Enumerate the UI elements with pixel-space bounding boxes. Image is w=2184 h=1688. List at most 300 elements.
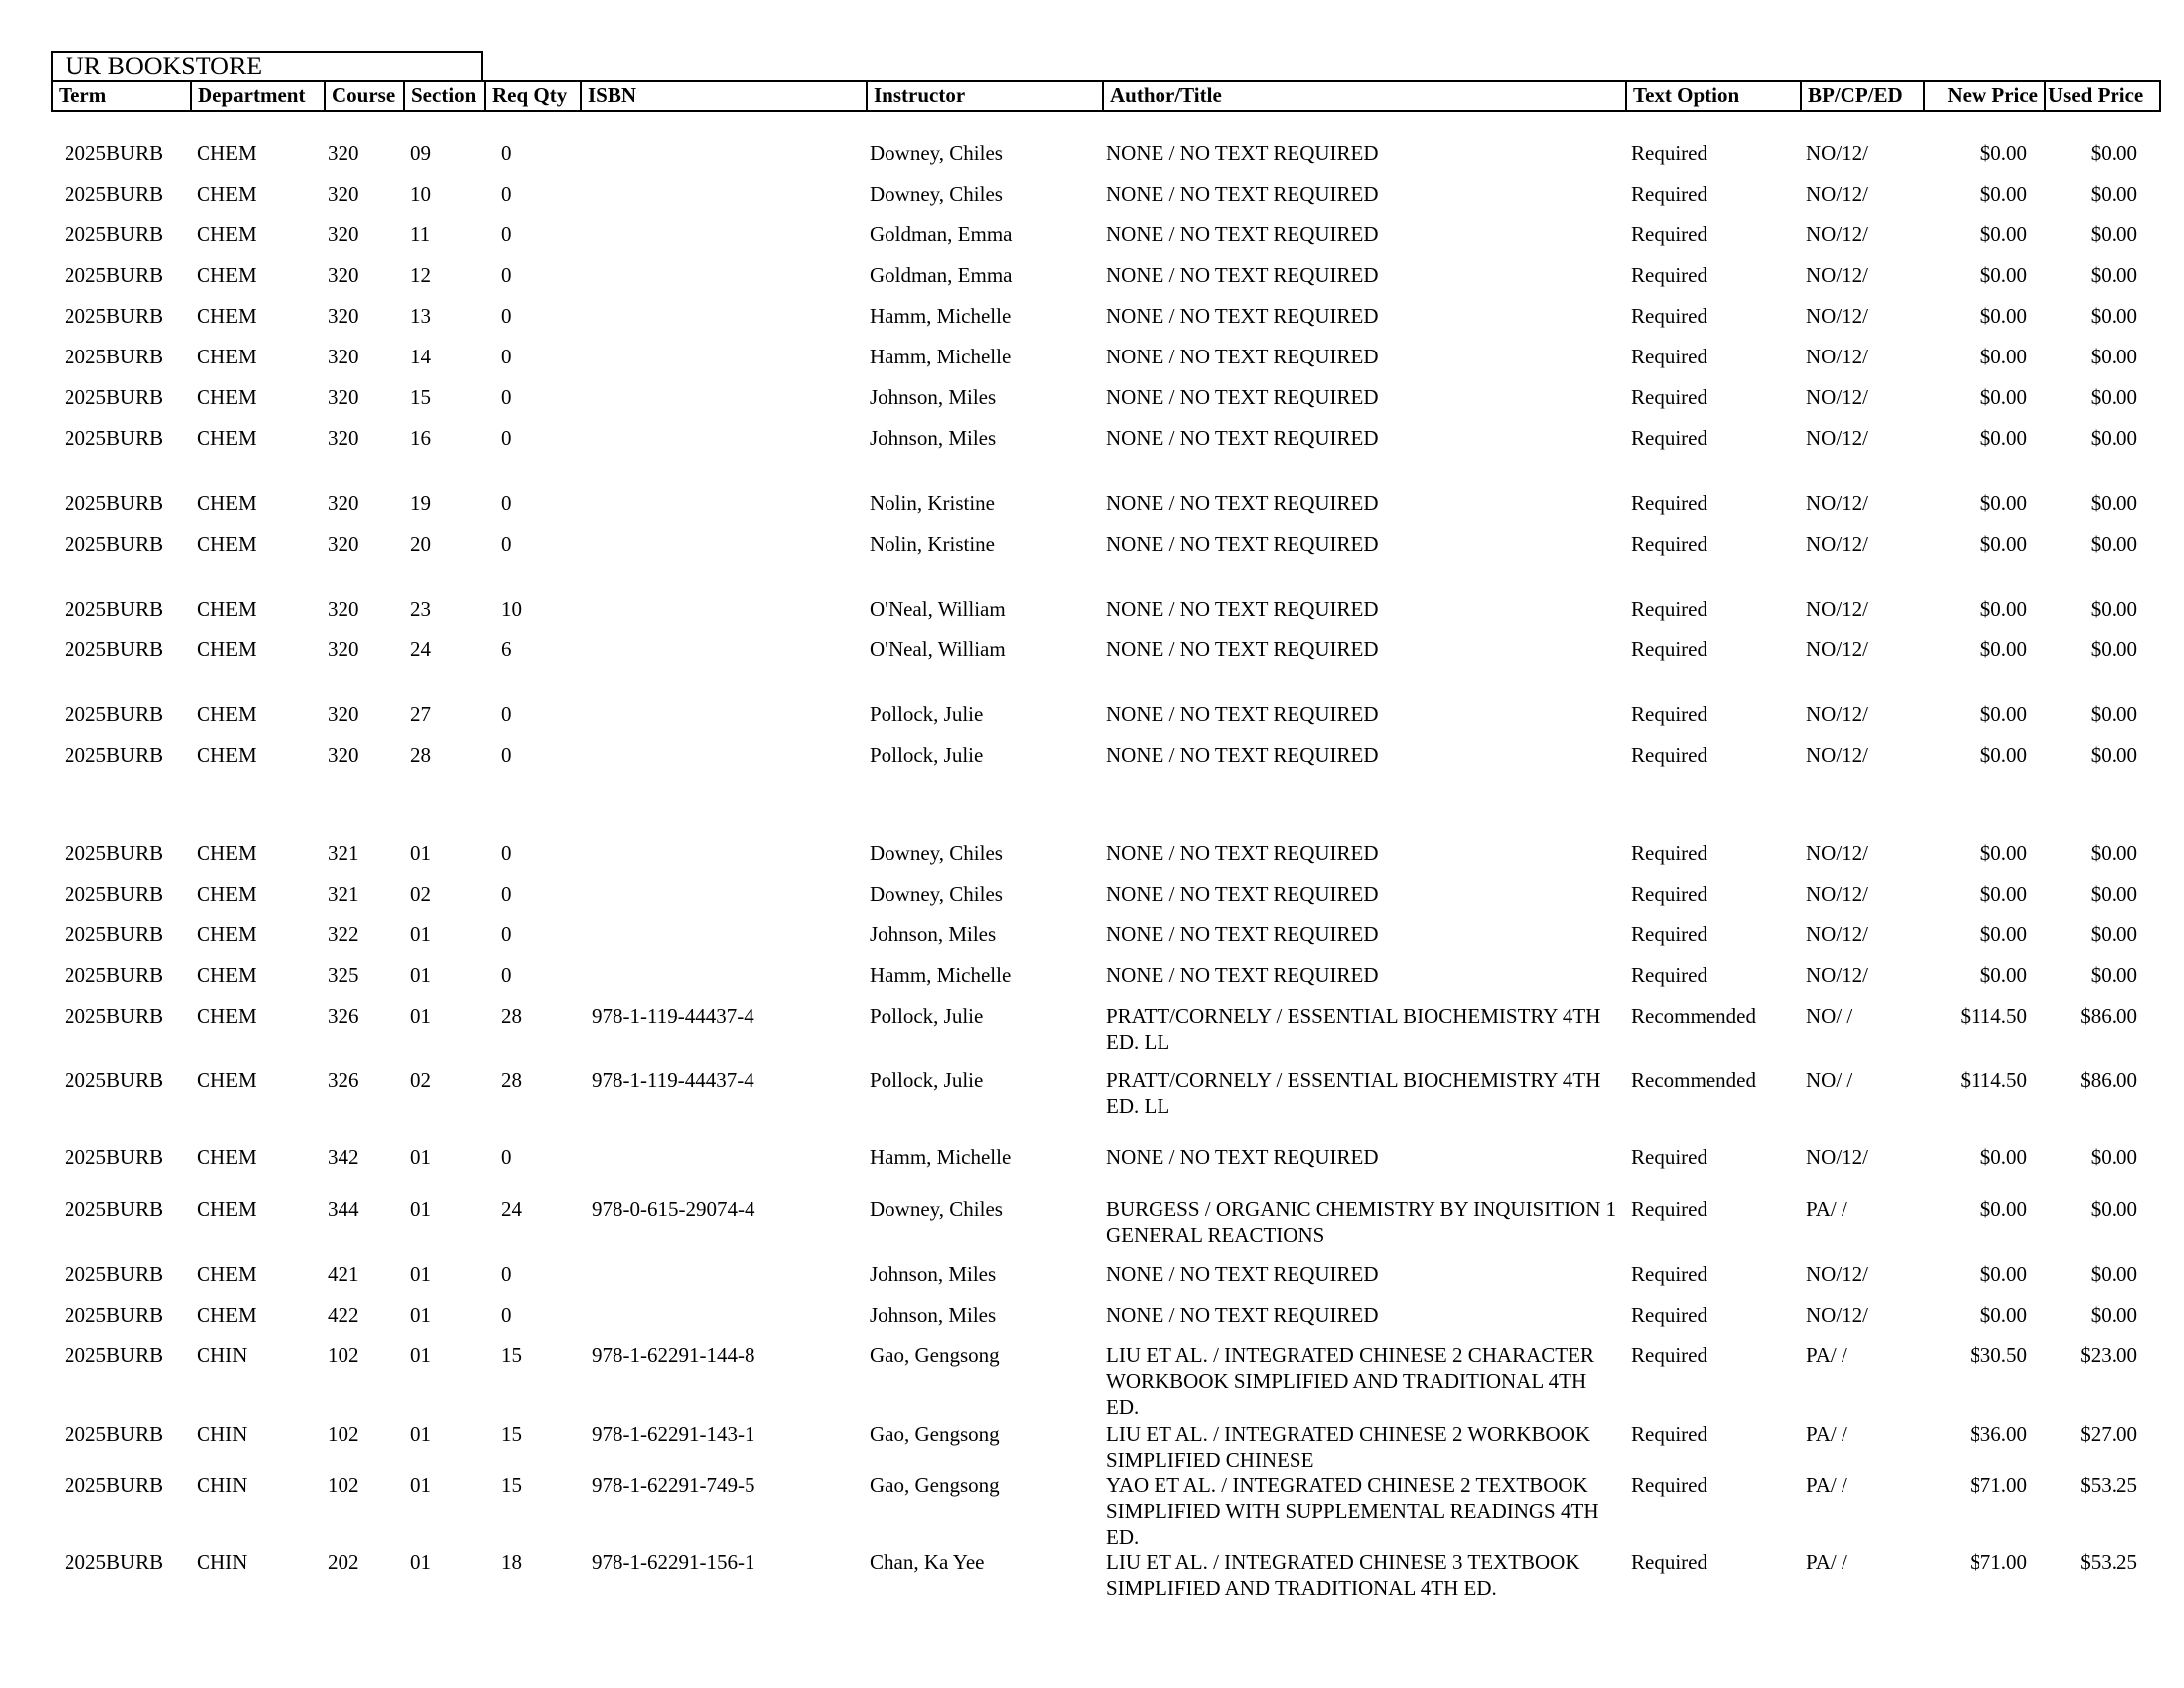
cell-title: LIU ET AL. / INTEGRATED CHINESE 3 TEXTBOOK SIMPLIFIED AND TRADITIONAL 4TH ED. — [1106, 1550, 1580, 1600]
header-department: Department — [190, 82, 324, 110]
cell-dept: CHEM — [197, 141, 257, 165]
cell-used: $0.00 — [2090, 882, 2137, 906]
cell-course: 320 — [328, 385, 359, 409]
cell-dept: CHEM — [197, 1004, 257, 1028]
cell-bp: NO/12/ — [1806, 1145, 1868, 1169]
cell-option: Required — [1631, 1145, 1707, 1169]
cell-dept: CHEM — [197, 426, 257, 450]
cell-course: 326 — [328, 1004, 359, 1028]
cell-new: $0.00 — [1979, 492, 2027, 515]
cell-course: 321 — [328, 841, 359, 865]
cell-dept: CHEM — [197, 182, 257, 206]
cell-section: 02 — [410, 882, 431, 906]
cell-title: NONE / NO TEXT REQUIRED — [1106, 492, 1379, 515]
cell-bp: NO/12/ — [1806, 882, 1868, 906]
cell-qty: 15 — [501, 1343, 522, 1367]
cell-used: $0.00 — [2090, 385, 2137, 409]
cell-course: 320 — [328, 532, 359, 556]
cell-option: Required — [1631, 263, 1707, 287]
cell-instructor: Johnson, Miles — [870, 922, 997, 946]
cell-term: 2025BURB — [65, 922, 164, 946]
cell-section: 15 — [410, 385, 431, 409]
cell-section: 01 — [410, 1422, 431, 1446]
cell-section: 01 — [410, 1262, 431, 1286]
cell-dept: CHEM — [197, 963, 257, 987]
cell-dept: CHIN — [197, 1422, 248, 1446]
cell-qty: 0 — [501, 1145, 512, 1169]
cell-term: 2025BURB — [65, 1145, 164, 1169]
cell-new: $0.00 — [1979, 922, 2027, 946]
cell-dept: CHEM — [197, 922, 257, 946]
cell-qty: 0 — [501, 743, 512, 767]
cell-course: 320 — [328, 345, 359, 368]
cell-title: NONE / NO TEXT REQUIRED — [1106, 426, 1379, 450]
cell-section: 01 — [410, 841, 431, 865]
cell-qty: 0 — [501, 963, 512, 987]
cell-option: Required — [1631, 532, 1707, 556]
cell-section: 12 — [410, 263, 431, 287]
cell-instructor: Gao, Gengsong — [870, 1474, 1000, 1497]
cell-instructor: Pollock, Julie — [870, 743, 984, 767]
cell-title: YAO ET AL. / INTEGRATED CHINESE 2 TEXTBOOK SIMPLIFIED WITH SUPPLEMENTAL READINGS 4TH ED. — [1106, 1474, 1599, 1549]
cell-bp: NO/12/ — [1806, 922, 1868, 946]
cell-course: 321 — [328, 882, 359, 906]
cell-used: $0.00 — [2090, 222, 2137, 246]
cell-bp: NO/12/ — [1806, 841, 1868, 865]
header-term: Term — [59, 83, 107, 107]
cell-instructor: Hamm, Michelle — [870, 1145, 1012, 1169]
cell-option: Required — [1631, 222, 1707, 246]
cell-instructor: Hamm, Michelle — [870, 304, 1012, 328]
cell-title: NONE / NO TEXT REQUIRED — [1106, 637, 1379, 661]
cell-instructor: Johnson, Miles — [870, 1303, 997, 1327]
cell-term: 2025BURB — [65, 345, 164, 368]
cell-section: 09 — [410, 141, 431, 165]
cell-section: 01 — [410, 963, 431, 987]
cell-term: 2025BURB — [65, 1474, 164, 1497]
cell-bp: NO/ / — [1806, 1068, 1853, 1092]
cell-dept: CHEM — [197, 702, 257, 726]
cell-new: $0.00 — [1979, 963, 2027, 987]
cell-title: BURGESS / ORGANIC CHEMISTRY BY INQUISITION 1 GENERAL REACTIONS — [1106, 1197, 1617, 1247]
cell-section: 02 — [410, 1068, 431, 1092]
cell-dept: CHEM — [197, 597, 257, 621]
cell-section: 10 — [410, 182, 431, 206]
cell-new: $0.00 — [1979, 263, 2027, 287]
cell-dept: CHEM — [197, 304, 257, 328]
cell-section: 20 — [410, 532, 431, 556]
cell-section: 27 — [410, 702, 431, 726]
cell-option: Required — [1631, 1303, 1707, 1327]
cell-title: NONE / NO TEXT REQUIRED — [1106, 141, 1379, 165]
cell-section: 11 — [410, 222, 431, 246]
cell-section: 28 — [410, 743, 431, 767]
cell-title: NONE / NO TEXT REQUIRED — [1106, 841, 1379, 865]
cell-bp: NO/12/ — [1806, 385, 1868, 409]
header-author-title: Author/Title — [1102, 82, 1625, 110]
cell-new: $0.00 — [1979, 222, 2027, 246]
cell-section: 14 — [410, 345, 431, 368]
cell-course: 320 — [328, 182, 359, 206]
header-isbn: ISBN — [580, 82, 866, 110]
cell-used: $0.00 — [2090, 597, 2137, 621]
cell-used: $86.00 — [2080, 1004, 2137, 1028]
cell-new: $114.50 — [1960, 1004, 2027, 1028]
cell-course: 325 — [328, 963, 359, 987]
cell-term: 2025BURB — [65, 702, 164, 726]
cell-instructor: Downey, Chiles — [870, 1197, 1003, 1221]
cell-term: 2025BURB — [65, 1068, 164, 1092]
cell-section: 01 — [410, 1197, 431, 1221]
cell-option: Required — [1631, 492, 1707, 515]
cell-qty: 24 — [501, 1197, 522, 1221]
cell-bp: PA/ / — [1806, 1343, 1847, 1367]
cell-option: Required — [1631, 182, 1707, 206]
cell-bp: NO/12/ — [1806, 141, 1868, 165]
cell-used: $0.00 — [2090, 1303, 2137, 1327]
cell-new: $0.00 — [1979, 141, 2027, 165]
cell-qty: 0 — [501, 922, 512, 946]
cell-dept: CHEM — [197, 841, 257, 865]
cell-option: Required — [1631, 963, 1707, 987]
cell-course: 320 — [328, 304, 359, 328]
cell-title: NONE / NO TEXT REQUIRED — [1106, 1145, 1379, 1169]
cell-bp: NO/12/ — [1806, 597, 1868, 621]
cell-course: 320 — [328, 426, 359, 450]
cell-instructor: Gao, Gengsong — [870, 1422, 1000, 1446]
cell-title: NONE / NO TEXT REQUIRED — [1106, 1303, 1379, 1327]
cell-used: $0.00 — [2090, 1262, 2137, 1286]
cell-option: Recommended — [1631, 1068, 1756, 1092]
cell-qty: 28 — [501, 1068, 522, 1092]
cell-qty: 0 — [501, 385, 512, 409]
cell-qty: 28 — [501, 1004, 522, 1028]
cell-used: $0.00 — [2090, 492, 2137, 515]
cell-used: $53.25 — [2080, 1550, 2137, 1574]
cell-qty: 0 — [501, 492, 512, 515]
cell-new: $0.00 — [1979, 637, 2027, 661]
cell-course: 326 — [328, 1068, 359, 1092]
cell-used: $86.00 — [2080, 1068, 2137, 1092]
cell-dept: CHEM — [197, 1068, 257, 1092]
cell-qty: 15 — [501, 1474, 522, 1497]
cell-title: NONE / NO TEXT REQUIRED — [1106, 922, 1379, 946]
cell-dept: CHEM — [197, 222, 257, 246]
cell-bp: NO/ / — [1806, 1004, 1853, 1028]
cell-option: Required — [1631, 841, 1707, 865]
cell-new: $0.00 — [1979, 1197, 2027, 1221]
cell-instructor: Pollock, Julie — [870, 1068, 984, 1092]
cell-dept: CHEM — [197, 385, 257, 409]
cell-option: Required — [1631, 1422, 1707, 1446]
cell-bp: PA/ / — [1806, 1474, 1847, 1497]
cell-bp: NO/12/ — [1806, 263, 1868, 287]
cell-bp: NO/12/ — [1806, 182, 1868, 206]
cell-bp: NO/12/ — [1806, 1262, 1868, 1286]
cell-course: 320 — [328, 222, 359, 246]
cell-new: $0.00 — [1979, 385, 2027, 409]
cell-course: 320 — [328, 492, 359, 515]
cell-term: 2025BURB — [65, 385, 164, 409]
cell-qty: 0 — [501, 426, 512, 450]
cell-qty: 0 — [501, 882, 512, 906]
cell-title: NONE / NO TEXT REQUIRED — [1106, 1262, 1379, 1286]
cell-section: 01 — [410, 1004, 431, 1028]
cell-course: 102 — [328, 1474, 359, 1497]
cell-used: $0.00 — [2090, 182, 2137, 206]
cell-isbn: 978-1-62291-749-5 — [592, 1474, 755, 1497]
cell-isbn: 978-1-119-44437-4 — [592, 1004, 754, 1028]
cell-instructor: O'Neal, William — [870, 597, 1006, 621]
cell-term: 2025BURB — [65, 637, 164, 661]
header-course: Course — [324, 82, 403, 110]
cell-title: NONE / NO TEXT REQUIRED — [1106, 743, 1379, 767]
cell-course: 320 — [328, 702, 359, 726]
cell-instructor: O'Neal, William — [870, 637, 1006, 661]
cell-course: 320 — [328, 637, 359, 661]
cell-instructor: Downey, Chiles — [870, 182, 1003, 206]
cell-section: 01 — [410, 1145, 431, 1169]
cell-option: Required — [1631, 882, 1707, 906]
cell-title: LIU ET AL. / INTEGRATED CHINESE 2 WORKBOOK SIMPLIFIED CHINESE — [1106, 1422, 1591, 1472]
cell-title: NONE / NO TEXT REQUIRED — [1106, 882, 1379, 906]
cell-new: $0.00 — [1979, 1145, 2027, 1169]
cell-course: 320 — [328, 263, 359, 287]
cell-term: 2025BURB — [65, 963, 164, 987]
cell-term: 2025BURB — [65, 1303, 164, 1327]
cell-used: $0.00 — [2090, 922, 2137, 946]
cell-instructor: Hamm, Michelle — [870, 345, 1012, 368]
cell-isbn: 978-1-62291-144-8 — [592, 1343, 755, 1367]
cell-option: Required — [1631, 922, 1707, 946]
cell-dept: CHEM — [197, 263, 257, 287]
cell-used: $0.00 — [2090, 637, 2137, 661]
cell-option: Required — [1631, 345, 1707, 368]
cell-title: NONE / NO TEXT REQUIRED — [1106, 304, 1379, 328]
cell-option: Required — [1631, 743, 1707, 767]
cell-course: 344 — [328, 1197, 359, 1221]
cell-instructor: Chan, Ka Yee — [870, 1550, 985, 1574]
cell-used: $0.00 — [2090, 1197, 2137, 1221]
cell-instructor: Johnson, Miles — [870, 1262, 997, 1286]
cell-course: 342 — [328, 1145, 359, 1169]
cell-qty: 0 — [501, 141, 512, 165]
cell-title: LIU ET AL. / INTEGRATED CHINESE 2 CHARACTER WORKBOOK SIMPLIFIED AND TRADITIONAL 4TH ED. — [1106, 1343, 1594, 1419]
cell-instructor: Nolin, Kristine — [870, 492, 995, 515]
cell-isbn: 978-0-615-29074-4 — [592, 1197, 755, 1221]
cell-term: 2025BURB — [65, 882, 164, 906]
cell-section: 24 — [410, 637, 431, 661]
cell-dept: CHIN — [197, 1550, 248, 1574]
cell-bp: PA/ / — [1806, 1197, 1847, 1221]
cell-instructor: Downey, Chiles — [870, 882, 1003, 906]
cell-dept: CHEM — [197, 345, 257, 368]
cell-new: $0.00 — [1979, 597, 2027, 621]
cell-option: Required — [1631, 1474, 1707, 1497]
cell-qty: 15 — [501, 1422, 522, 1446]
header-section: Section — [403, 82, 484, 110]
cell-title: NONE / NO TEXT REQUIRED — [1106, 182, 1379, 206]
cell-term: 2025BURB — [65, 1197, 164, 1221]
cell-title: NONE / NO TEXT REQUIRED — [1106, 532, 1379, 556]
cell-instructor: Downey, Chiles — [870, 141, 1003, 165]
cell-used: $0.00 — [2090, 263, 2137, 287]
cell-new: $0.00 — [1979, 702, 2027, 726]
cell-course: 320 — [328, 597, 359, 621]
cell-new: $0.00 — [1979, 882, 2027, 906]
cell-bp: NO/12/ — [1806, 1303, 1868, 1327]
cell-used: $0.00 — [2090, 532, 2137, 556]
cell-new: $71.00 — [1970, 1550, 2027, 1574]
cell-title: NONE / NO TEXT REQUIRED — [1106, 263, 1379, 287]
cell-section: 01 — [410, 1303, 431, 1327]
cell-title: NONE / NO TEXT REQUIRED — [1106, 597, 1379, 621]
cell-dept: CHEM — [197, 637, 257, 661]
store-title: UR BOOKSTORE — [51, 51, 483, 80]
cell-new: $71.00 — [1970, 1474, 2027, 1497]
cell-used: $53.25 — [2080, 1474, 2137, 1497]
cell-title: NONE / NO TEXT REQUIRED — [1106, 963, 1379, 987]
cell-option: Required — [1631, 1550, 1707, 1574]
cell-bp: PA/ / — [1806, 1550, 1847, 1574]
header-instructor: Instructor — [866, 82, 1102, 110]
cell-term: 2025BURB — [65, 263, 164, 287]
cell-term: 2025BURB — [65, 1262, 164, 1286]
cell-bp: NO/12/ — [1806, 702, 1868, 726]
cell-new: $0.00 — [1979, 743, 2027, 767]
header-used-price: Used Price — [2044, 82, 2163, 110]
cell-term: 2025BURB — [65, 532, 164, 556]
cell-bp: NO/12/ — [1806, 345, 1868, 368]
cell-qty: 0 — [501, 532, 512, 556]
cell-dept: CHEM — [197, 1197, 257, 1221]
cell-option: Required — [1631, 141, 1707, 165]
cell-used: $0.00 — [2090, 1145, 2137, 1169]
cell-bp: NO/12/ — [1806, 426, 1868, 450]
cell-title: PRATT/CORNELY / ESSENTIAL BIOCHEMISTRY 4TH ED. LL — [1106, 1004, 1601, 1054]
cell-instructor: Pollock, Julie — [870, 702, 984, 726]
cell-dept: CHIN — [197, 1343, 248, 1367]
cell-qty: 0 — [501, 304, 512, 328]
header-req-qty: Req Qty — [484, 82, 580, 110]
cell-qty: 0 — [501, 1262, 512, 1286]
cell-dept: CHEM — [197, 492, 257, 515]
cell-instructor: Goldman, Emma — [870, 222, 1013, 246]
cell-option: Required — [1631, 1343, 1707, 1367]
cell-new: $30.50 — [1970, 1343, 2027, 1367]
cell-instructor: Goldman, Emma — [870, 263, 1013, 287]
cell-isbn: 978-1-62291-156-1 — [592, 1550, 755, 1574]
cell-new: $0.00 — [1979, 1303, 2027, 1327]
cell-qty: 0 — [501, 263, 512, 287]
cell-instructor: Downey, Chiles — [870, 841, 1003, 865]
cell-course: 421 — [328, 1262, 359, 1286]
cell-title: NONE / NO TEXT REQUIRED — [1106, 345, 1379, 368]
cell-instructor: Nolin, Kristine — [870, 532, 995, 556]
cell-dept: CHEM — [197, 882, 257, 906]
cell-new: $0.00 — [1979, 304, 2027, 328]
cell-term: 2025BURB — [65, 141, 164, 165]
cell-new: $0.00 — [1979, 1262, 2027, 1286]
cell-isbn: 978-1-119-44437-4 — [592, 1068, 754, 1092]
cell-option: Recommended — [1631, 1004, 1756, 1028]
cell-bp: NO/12/ — [1806, 743, 1868, 767]
cell-isbn: 978-1-62291-143-1 — [592, 1422, 755, 1446]
cell-term: 2025BURB — [65, 182, 164, 206]
cell-term: 2025BURB — [65, 492, 164, 515]
cell-new: $0.00 — [1979, 345, 2027, 368]
cell-qty: 0 — [501, 182, 512, 206]
cell-bp: NO/12/ — [1806, 304, 1868, 328]
cell-title: NONE / NO TEXT REQUIRED — [1106, 702, 1379, 726]
cell-section: 01 — [410, 1343, 431, 1367]
cell-course: 422 — [328, 1303, 359, 1327]
cell-dept: CHEM — [197, 532, 257, 556]
cell-used: $27.00 — [2080, 1422, 2137, 1446]
cell-new: $36.00 — [1970, 1422, 2027, 1446]
cell-used: $0.00 — [2090, 963, 2137, 987]
cell-qty: 0 — [501, 222, 512, 246]
cell-dept: CHEM — [197, 1262, 257, 1286]
cell-dept: CHEM — [197, 1303, 257, 1327]
cell-instructor: Hamm, Michelle — [870, 963, 1012, 987]
cell-section: 19 — [410, 492, 431, 515]
cell-term: 2025BURB — [65, 1550, 164, 1574]
cell-section: 01 — [410, 1550, 431, 1574]
cell-term: 2025BURB — [65, 743, 164, 767]
cell-option: Required — [1631, 385, 1707, 409]
cell-option: Required — [1631, 1262, 1707, 1286]
cell-qty: 0 — [501, 841, 512, 865]
cell-used: $0.00 — [2090, 304, 2137, 328]
cell-bp: NO/12/ — [1806, 637, 1868, 661]
cell-term: 2025BURB — [65, 304, 164, 328]
cell-qty: 10 — [501, 597, 522, 621]
cell-bp: NO/12/ — [1806, 492, 1868, 515]
cell-term: 2025BURB — [65, 426, 164, 450]
cell-instructor: Johnson, Miles — [870, 385, 997, 409]
cell-section: 23 — [410, 597, 431, 621]
cell-term: 2025BURB — [65, 1422, 164, 1446]
cell-section: 13 — [410, 304, 431, 328]
cell-dept: CHIN — [197, 1474, 248, 1497]
cell-section: 16 — [410, 426, 431, 450]
cell-qty: 18 — [501, 1550, 522, 1574]
cell-option: Required — [1631, 597, 1707, 621]
cell-bp: NO/12/ — [1806, 222, 1868, 246]
cell-new: $0.00 — [1979, 841, 2027, 865]
cell-bp: NO/12/ — [1806, 532, 1868, 556]
cell-course: 322 — [328, 922, 359, 946]
cell-new: $0.00 — [1979, 532, 2027, 556]
cell-used: $23.00 — [2080, 1343, 2137, 1367]
cell-course: 202 — [328, 1550, 359, 1574]
cell-title: PRATT/CORNELY / ESSENTIAL BIOCHEMISTRY 4TH ED. LL — [1106, 1068, 1601, 1118]
cell-bp: NO/12/ — [1806, 963, 1868, 987]
cell-new: $0.00 — [1979, 182, 2027, 206]
cell-qty: 6 — [501, 637, 512, 661]
cell-term: 2025BURB — [65, 1343, 164, 1367]
cell-title: NONE / NO TEXT REQUIRED — [1106, 385, 1379, 409]
cell-used: $0.00 — [2090, 141, 2137, 165]
table-header — [51, 80, 2161, 112]
cell-term: 2025BURB — [65, 841, 164, 865]
cell-used: $0.00 — [2090, 702, 2137, 726]
cell-instructor: Gao, Gengsong — [870, 1343, 1000, 1367]
cell-dept: CHEM — [197, 1145, 257, 1169]
cell-section: 01 — [410, 922, 431, 946]
cell-term: 2025BURB — [65, 1004, 164, 1028]
